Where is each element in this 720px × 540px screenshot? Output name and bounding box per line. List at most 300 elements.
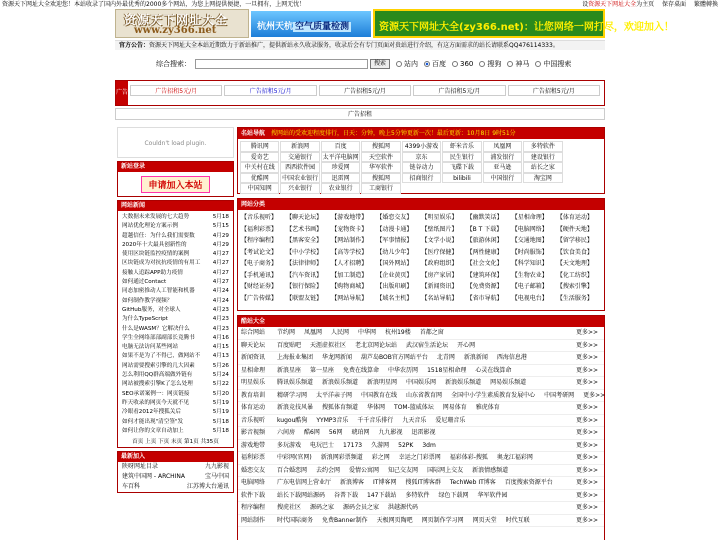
news-title-link[interactable]: 电脑无法访问某些网站 <box>122 344 178 351</box>
ad-slot[interactable]: 广告招租5元/月 <box>413 85 505 96</box>
site-link[interactable]: 3dm <box>422 441 436 449</box>
news-title-link[interactable]: 如何才能出现"清空签"发 <box>122 418 184 425</box>
news-item[interactable] <box>122 399 229 408</box>
search-input[interactable] <box>195 59 368 69</box>
search-engine-option[interactable] <box>479 59 501 69</box>
search-engine-option[interactable] <box>452 59 473 69</box>
site-link[interactable]: 太平洋亲子网 <box>316 391 353 399</box>
latest-site-link[interactable]: 宝马中国 <box>204 473 229 481</box>
news-title-link[interactable]: 2020年十大最具创新性的 <box>122 241 187 248</box>
site-link[interactable]: 节约网 <box>277 329 296 336</box>
site-link[interactable]: 九天音乐 <box>402 416 427 424</box>
news-item[interactable] <box>122 213 229 222</box>
site-category-label[interactable]: 教育培训 <box>241 391 266 399</box>
news-item[interactable] <box>122 287 229 296</box>
famous-site-link[interactable]: 交通银行 <box>280 152 319 163</box>
news-title-link[interactable]: 区块链成为对抗抗疫情的有用工 <box>122 260 201 267</box>
famous-site-link[interactable]: 招商银行 <box>402 173 441 184</box>
search-engine-option[interactable] <box>507 59 529 69</box>
news-item[interactable] <box>122 380 229 389</box>
news-title-link[interactable]: 网站需要搜索引擎的几大因素 <box>122 362 195 369</box>
site-link[interactable]: 搜狐IT博客群 <box>405 479 441 486</box>
site-link[interactable]: 多玩游戏 <box>277 441 302 449</box>
category-link[interactable]: 【搜索引擎】 <box>556 283 593 290</box>
news-title-link[interactable]: 如何通过Contact <box>122 279 167 286</box>
famous-site-link[interactable]: 迅雷网 <box>321 173 360 184</box>
radio-icon[interactable] <box>424 61 430 67</box>
news-title-link[interactable]: 网站优化理论方案示例 <box>122 223 178 230</box>
famous-site-link[interactable]: 民生银行 <box>442 152 481 163</box>
news-item[interactable] <box>122 306 229 315</box>
latest-site-link[interactable]: 车百科 <box>122 483 141 491</box>
category-link[interactable]: 【壁纸图片】 <box>421 225 458 233</box>
site-link[interactable]: 网易娱乐频道 <box>490 379 527 386</box>
site-link[interactable]: 谷普下载 <box>334 491 359 499</box>
famous-site-link[interactable]: 京东 <box>402 152 441 163</box>
more-link[interactable]: 更多>> <box>576 404 599 411</box>
news-item[interactable] <box>122 297 229 306</box>
site-link[interactable]: YYMP3音乐 <box>316 416 349 424</box>
more-link[interactable]: 更多>> <box>576 354 599 361</box>
famous-site-link[interactable]: 凤凰网 <box>483 141 522 152</box>
header-banner-ad[interactable]: 杭州天杭 空气质量检测 <box>251 11 371 37</box>
category-link[interactable]: 【生物农业】 <box>511 271 548 279</box>
category-link[interactable]: 【婚恋交友】 <box>376 214 413 221</box>
site-link[interactable]: 新浪新闻 <box>463 354 488 361</box>
news-title-link[interactable]: SEO承诺案例一：网页链接 <box>122 390 190 397</box>
site-category-label[interactable]: 软件下载 <box>241 491 266 499</box>
site-link[interactable]: 葫芦岛BOB官方网站平台 <box>361 354 428 361</box>
set-home-link[interactable]: 设资源天下网址大全为主页 <box>582 1 655 8</box>
site-link[interactable]: 天涯虚拟社区 <box>310 341 347 349</box>
site-category-label[interactable]: 明星娱乐 <box>241 379 266 386</box>
site-link[interactable]: 全国中小学生素质教育发展中心 <box>451 391 536 399</box>
category-link[interactable]: 【硬件天地】 <box>556 225 593 233</box>
ad-slot[interactable]: 广告招租5元/月 <box>224 85 316 96</box>
famous-site-link[interactable]: 虾米音乐 <box>442 141 481 152</box>
site-category-label[interactable]: 体育运动 <box>241 404 266 411</box>
header-banner-promo[interactable]: 资源天下网址大全(zy366.net)：让您网络一网打尽，欢迎加入！ <box>373 9 605 38</box>
category-link[interactable]: 【购物商城】 <box>331 283 368 290</box>
category-link[interactable]: 【社会文化】 <box>466 260 503 267</box>
site-category-label[interactable]: 网站制作 <box>241 516 266 524</box>
category-link[interactable]: 【体育运动】 <box>556 214 593 221</box>
site-link[interactable]: TOM-篮威体坛 <box>394 404 434 411</box>
site-link[interactable]: 华军软件园 <box>477 491 508 499</box>
more-link[interactable]: 更多>> <box>576 516 599 524</box>
category-link[interactable]: 【法律律师】 <box>286 260 323 267</box>
more-link[interactable]: 更多>> <box>576 504 599 511</box>
more-link[interactable]: 更多>> <box>576 416 599 424</box>
famous-site-link[interactable]: 太平洋电脑网 <box>322 153 359 161</box>
famous-site-link[interactable]: 飞碟下载 <box>442 162 481 173</box>
news-item[interactable] <box>122 250 229 259</box>
site-link[interactable]: 电玩巴士 <box>310 441 335 449</box>
famous-site-link[interactable]: 中关村在线 <box>240 162 279 173</box>
news-item[interactable] <box>122 334 229 343</box>
famous-site-link[interactable]: 4399小游戏 <box>402 141 441 152</box>
site-link[interactable]: 迅雷影视 <box>411 429 436 436</box>
famous-site-link[interactable]: 兴业银行 <box>280 183 319 194</box>
category-link[interactable]: 【电子商务】 <box>241 260 278 267</box>
site-link[interactable]: 免费Banner制作 <box>322 516 368 524</box>
search-engine-option[interactable] <box>396 59 418 69</box>
famous-site-link[interactable]: 中国银行 <box>483 173 522 184</box>
site-link[interactable]: 北青网 <box>436 354 455 361</box>
site-link[interactable]: 去约会网 <box>316 466 341 474</box>
news-item[interactable] <box>122 222 229 231</box>
category-link[interactable]: 【域名主机】 <box>376 294 413 302</box>
category-link[interactable]: 【饮食美食】 <box>556 248 593 256</box>
site-link[interactable]: 天极网页陶吧 <box>376 516 413 524</box>
category-link[interactable]: 【时尚服饰】 <box>511 248 548 256</box>
news-title-link[interactable]: 为什么TypeScript <box>122 316 168 323</box>
category-link[interactable]: 【加工制造】 <box>331 271 368 279</box>
news-title-link[interactable]: 昨天收录的网页今天就不见 <box>122 399 190 406</box>
news-title-link[interactable]: GitHub服务，对全球人 <box>122 306 181 313</box>
site-link[interactable]: 新浪竞技风暴 <box>277 404 314 411</box>
ad-slot[interactable]: 广告招租5元/月 <box>130 85 222 96</box>
news-item[interactable] <box>122 371 229 380</box>
category-link[interactable]: 【电脑网络】 <box>511 225 548 233</box>
category-link[interactable]: 【化工纺织】 <box>556 271 593 279</box>
category-link[interactable]: 【企业黄页】 <box>376 271 413 279</box>
famous-site-link[interactable]: 亚马逊 <box>483 162 522 173</box>
famous-site-link[interactable]: 优酷网 <box>240 173 279 184</box>
site-link[interactable]: 华龙网新闻 <box>322 354 353 361</box>
famous-site-link[interactable]: bilibili <box>442 173 481 184</box>
news-title-link[interactable]: 同态加密推动人工智能和机器 <box>122 288 195 295</box>
category-link[interactable]: 【网站制作】 <box>331 237 368 244</box>
more-link[interactable]: 更多>> <box>576 491 599 499</box>
category-link[interactable]: 【聊天论坛】 <box>286 214 323 221</box>
category-link[interactable]: 【建筑环保】 <box>466 271 503 279</box>
famous-site-link[interactable]: 搜狐网 <box>361 141 400 152</box>
radio-icon[interactable] <box>452 61 458 67</box>
category-link[interactable]: 【文学小说】 <box>421 237 458 244</box>
site-link[interactable]: 源码之家 <box>310 504 335 511</box>
news-title-link[interactable]: 大数据未来发展的七大趋势 <box>122 214 190 220</box>
news-title-link[interactable]: 超越信任：为什么我们需要数 <box>122 232 195 239</box>
category-link[interactable]: 【星相命理】 <box>511 214 548 221</box>
category-link[interactable]: 【福利彩票】 <box>241 225 278 233</box>
category-link[interactable]: 【财经证券】 <box>241 283 278 290</box>
search-engine-option[interactable] <box>535 59 571 69</box>
site-category-label[interactable]: 综合网站 <box>241 329 266 336</box>
more-link[interactable]: 更多>> <box>583 391 606 399</box>
site-link[interactable]: 第一星座 <box>310 366 335 374</box>
site-link[interactable]: 新浪娱乐频道 <box>445 379 482 386</box>
famous-site-link[interactable]: 中国农业银行 <box>282 174 319 182</box>
category-link[interactable]: 【游戏地带】 <box>331 214 368 221</box>
site-category-label[interactable]: 星相命理 <box>241 366 266 374</box>
news-item[interactable] <box>122 362 229 371</box>
famous-site-link[interactable]: 百度 <box>321 141 360 152</box>
more-link[interactable]: 更多>> <box>576 466 599 474</box>
category-link[interactable]: 【名站导航】 <box>421 294 458 302</box>
site-link[interactable]: 17173 <box>343 441 363 449</box>
more-link[interactable]: 更多>> <box>576 379 599 386</box>
news-title-link[interactable]: 网站被搜索引擎K了怎么处理 <box>122 381 193 388</box>
more-link[interactable]: 更多>> <box>576 441 599 449</box>
radio-icon[interactable] <box>507 61 513 67</box>
site-link[interactable]: 上海报业集团 <box>277 354 314 361</box>
news-title-link[interactable]: 如何让你的文章自动加上 <box>122 427 184 434</box>
site-link[interactable]: 西海信息港 <box>496 354 527 361</box>
category-link[interactable]: 【程序编程】 <box>241 237 278 244</box>
site-link[interactable]: 网页制作学习网 <box>421 516 464 524</box>
news-item[interactable] <box>122 390 229 399</box>
site-link[interactable]: TechWeb IT博客 <box>449 479 496 486</box>
category-link[interactable]: 【幽默笑话】 <box>466 214 503 221</box>
site-logo[interactable]: 资源天下网址大全 www.zy366.net <box>115 9 249 38</box>
news-title-link[interactable]: 冷眼看2012年搜狐关后 <box>122 409 181 416</box>
more-link[interactable]: 更多>> <box>576 366 599 374</box>
news-item[interactable] <box>122 315 229 324</box>
famous-site-link[interactable]: 珍爱网 <box>321 162 360 173</box>
news-title-link[interactable]: 使用区块链监控疫情的案例 <box>122 251 190 258</box>
site-category-label[interactable]: 音乐视听 <box>241 416 266 424</box>
site-link[interactable]: 精研学习网 <box>277 391 308 399</box>
site-link[interactable]: 老北京网论坛站 <box>355 341 398 349</box>
site-link[interactable]: 琥珀网 <box>351 429 370 436</box>
famous-site-link[interactable]: 建设银行 <box>523 152 562 163</box>
category-link[interactable]: 【艺术书画】 <box>286 225 323 233</box>
category-link[interactable]: 【免费资源】 <box>466 283 503 290</box>
latest-site-link[interactable]: 九九影视 <box>204 463 229 471</box>
more-link[interactable]: 更多>> <box>576 454 599 461</box>
site-link[interactable]: 多特软件 <box>405 491 430 499</box>
site-link[interactable]: 腾讯娱乐频道 <box>277 379 314 386</box>
site-link[interactable]: 广东电信网上营业厅 <box>277 479 332 486</box>
site-link[interactable]: 知己交友网 <box>388 466 419 474</box>
news-item[interactable] <box>122 325 229 334</box>
news-item[interactable] <box>122 269 229 278</box>
radio-icon[interactable] <box>535 61 541 67</box>
site-link[interactable]: 免费在线算命 <box>343 366 380 374</box>
category-link[interactable]: 【音乐视听】 <box>241 214 278 221</box>
site-link[interactable]: 洪越源代码 <box>388 504 419 511</box>
site-link[interactable]: 1518星相命理 <box>427 366 467 374</box>
category-link[interactable]: 【高等学校】 <box>331 248 368 256</box>
site-link[interactable]: 新浪情感频道 <box>472 466 509 474</box>
site-link[interactable]: 新浪网彩票频道 <box>320 454 363 461</box>
site-link[interactable]: 中国娱乐网 <box>406 379 437 386</box>
radio-icon[interactable] <box>396 61 402 67</box>
latest-site-link[interactable]: 江苏博大台通讯 <box>186 483 229 491</box>
site-link[interactable]: 新浪星座 <box>277 366 302 374</box>
category-link[interactable]: 【明星娱乐】 <box>421 214 458 221</box>
news-item[interactable] <box>122 232 229 241</box>
category-link[interactable]: 【电视电台】 <box>511 294 548 302</box>
news-item[interactable] <box>122 241 229 250</box>
site-link[interactable]: 武汉宿生活论坛 <box>406 341 449 349</box>
search-engine-option[interactable] <box>424 59 446 69</box>
famous-site-link[interactable]: 淘宝网 <box>523 173 562 184</box>
news-item[interactable] <box>122 278 229 287</box>
category-link[interactable]: 【广告传媒】 <box>241 294 278 302</box>
famous-site-link[interactable]: 多特软件 <box>523 141 562 152</box>
site-category-label[interactable]: 游戏地带 <box>241 441 266 449</box>
news-title-link[interactable]: 如何制作教学视频？ <box>122 297 173 304</box>
site-link[interactable]: kugou酷狗 <box>277 416 308 424</box>
site-link[interactable]: 时代互联 <box>505 516 530 524</box>
site-link[interactable]: 人民网 <box>331 329 350 336</box>
site-category-label[interactable]: 新闻资讯 <box>241 354 266 361</box>
more-link[interactable]: 更多>> <box>576 479 599 486</box>
category-link[interactable]: 【两性健康】 <box>466 248 503 256</box>
site-link[interactable]: 奥龙江福彩网 <box>496 454 533 461</box>
ad-slot[interactable]: 广告招租5元/月 <box>508 85 600 96</box>
site-link[interactable]: 网页天堂 <box>472 516 497 524</box>
site-link[interactable]: 新浪娱乐频道 <box>322 379 359 386</box>
site-link[interactable]: 心灵在线算命 <box>475 366 512 374</box>
famous-site-link[interactable]: 站长之家 <box>523 162 562 173</box>
site-link[interactable]: 九九影视 <box>378 429 403 436</box>
category-link[interactable]: 【考试论文】 <box>241 248 278 256</box>
site-link[interactable]: 雅虎体育 <box>475 404 500 411</box>
site-link[interactable]: 酷6网 <box>304 429 320 436</box>
site-link[interactable]: 久游网 <box>371 441 390 449</box>
site-link[interactable]: 爱尼珊音乐 <box>435 416 466 424</box>
category-link[interactable]: 【中小学校】 <box>286 248 323 256</box>
category-link[interactable]: 【宠物资卡】 <box>331 225 368 233</box>
famous-site-link[interactable]: 新浪网 <box>280 141 319 152</box>
category-link[interactable]: 【科学知识】 <box>511 260 548 267</box>
famous-site-link[interactable]: 农业银行 <box>321 183 360 194</box>
site-link[interactable]: 国际网上交友 <box>427 466 464 474</box>
radio-icon[interactable] <box>479 61 485 67</box>
famous-site-link[interactable]: 工商银行 <box>361 183 400 194</box>
famous-site-link[interactable]: 腾讯网 <box>240 141 279 152</box>
ad-slot[interactable]: 广告招租5元/月 <box>319 85 411 96</box>
site-link[interactable]: 中国考研网 <box>544 391 575 399</box>
category-link[interactable]: 【汽车资讯】 <box>286 271 323 279</box>
category-link[interactable]: 【留学移民】 <box>556 237 593 244</box>
site-link[interactable]: 新浪明星网 <box>367 379 398 386</box>
site-link[interactable]: 华体网 <box>367 404 386 411</box>
category-link[interactable]: 【动漫卡通】 <box>376 225 413 233</box>
site-link[interactable]: 福彩体彩-搜狐 <box>449 454 488 461</box>
category-link[interactable]: 【房产家居】 <box>421 271 458 279</box>
site-link[interactable]: 中华农历网 <box>388 366 419 374</box>
famous-site-link[interactable]: 爱奇艺 <box>240 152 279 163</box>
category-link[interactable]: 【银行保险】 <box>286 283 323 290</box>
site-link[interactable]: 百度贴吧 <box>277 341 302 349</box>
news-title-link[interactable]: 学生全网络部部副部长竟腾书 <box>122 334 195 341</box>
more-link[interactable]: 更多>> <box>576 429 599 436</box>
ad-wide-slot[interactable]: 广告招租 <box>115 108 605 120</box>
save-desktop-link[interactable]: 保存桌面 <box>662 1 687 8</box>
site-link[interactable]: 中国教育在线 <box>361 391 398 399</box>
site-link[interactable]: 时代国际商务 <box>277 516 314 524</box>
famous-site-link[interactable]: 华军软件 <box>361 162 400 173</box>
site-link[interactable]: 中彩网(官网) <box>277 454 312 461</box>
site-category-label[interactable]: 聊天论坛 <box>241 341 266 349</box>
latest-site-link[interactable]: 陕呀网址目录 <box>122 463 159 471</box>
category-link[interactable]: 【交通地图】 <box>511 237 548 244</box>
site-link[interactable]: 站长下载网站源码 <box>277 491 326 499</box>
site-link[interactable]: 52PK <box>398 441 414 449</box>
site-category-label[interactable]: 福利彩票 <box>241 454 266 461</box>
site-link[interactable]: 千千音乐排行 <box>357 416 394 424</box>
category-link[interactable]: 【电子邮箱】 <box>511 283 548 290</box>
category-link[interactable]: 【医疗保健】 <box>421 248 458 256</box>
famous-site-link[interactable]: 浦发银行 <box>483 152 522 163</box>
site-category-label[interactable]: 婚恋交友 <box>241 466 266 474</box>
site-link[interactable]: IT博客网 <box>373 479 397 486</box>
news-item[interactable] <box>122 418 229 427</box>
site-link[interactable]: 山东省教育网 <box>406 391 443 399</box>
category-link[interactable]: 【政府组织】 <box>421 260 458 267</box>
site-link[interactable]: 六间房 <box>277 429 296 436</box>
news-title-link[interactable]: 什么是WASM？它解决什么 <box>122 325 190 332</box>
news-item[interactable] <box>122 259 229 268</box>
category-link[interactable]: 【联盟友链】 <box>286 294 323 302</box>
category-link[interactable]: 【省市导航】 <box>466 294 503 302</box>
site-link[interactable]: 百度搜索资源平台 <box>504 479 553 486</box>
category-link[interactable]: 【军事情报】 <box>376 237 413 244</box>
category-link[interactable]: 【人才招聘】 <box>331 260 368 267</box>
site-link[interactable]: 幸运之门彩票网 <box>398 454 441 461</box>
site-link[interactable]: 源码会员之家 <box>343 504 380 511</box>
more-link[interactable]: 更多>> <box>576 341 599 349</box>
category-link[interactable]: 【手机通讯】 <box>241 271 278 279</box>
news-item[interactable] <box>122 427 229 436</box>
site-link[interactable]: 彩之网 <box>371 454 390 461</box>
apply-join-button[interactable]: 申请加入本站 <box>141 176 209 193</box>
site-link[interactable]: 开心网 <box>457 341 476 349</box>
category-link[interactable]: 【天文地理】 <box>556 260 593 267</box>
site-link[interactable]: 中华网 <box>358 329 377 336</box>
news-item[interactable] <box>122 343 229 352</box>
famous-site-link[interactable]: 天空软件 <box>361 152 400 163</box>
category-link[interactable]: 【出版印刷】 <box>376 283 413 290</box>
site-link[interactable]: 杭州19楼 <box>385 329 411 336</box>
site-link[interactable]: 首都之窗 <box>419 329 444 336</box>
category-link[interactable]: 【国外网站】 <box>376 260 413 267</box>
site-link[interactable]: 56网 <box>328 429 343 436</box>
famous-site-link[interactable]: 中国知网 <box>240 183 279 194</box>
famous-site-link[interactable]: 搜狐网 <box>361 173 400 184</box>
site-link[interactable]: 搜虎社区 <box>277 504 302 511</box>
news-item[interactable] <box>122 408 229 417</box>
site-link[interactable]: 百合婚恋网 <box>277 466 308 474</box>
category-link[interactable]: 【生活服务】 <box>556 294 593 302</box>
site-link[interactable]: 网易体育 <box>442 404 467 411</box>
traditional-chinese-link[interactable]: 繁體轉換 <box>693 1 718 8</box>
site-category-label[interactable]: 电脑网络 <box>241 479 266 486</box>
more-link[interactable]: 更多>> <box>576 329 599 336</box>
news-pager[interactable]: 首页 上页 下页 末页 第1页 共35页 <box>132 439 219 446</box>
category-link[interactable]: 【新闻资讯】 <box>421 283 458 290</box>
search-button[interactable]: 搜索 <box>370 59 390 69</box>
category-link[interactable]: 【幼儿少年】 <box>376 248 413 256</box>
category-link[interactable]: 【网站导航】 <box>331 294 368 302</box>
site-link[interactable]: 爱情公寓网 <box>349 466 380 474</box>
news-title-link[interactable]: 怎么利用QQ群高端做外链有 <box>122 372 193 379</box>
category-link[interactable]: 【黑客安全】 <box>286 237 323 244</box>
site-link[interactable]: 凤凰网 <box>304 329 323 336</box>
site-link[interactable]: 绿色下载网 <box>438 491 469 499</box>
category-link[interactable]: 【B T 下载】 <box>466 225 503 233</box>
news-item[interactable] <box>122 352 229 361</box>
site-link[interactable]: 新浪博客 <box>340 479 365 486</box>
famous-site-link[interactable]: 链谷动力 <box>402 162 441 173</box>
famous-site-link[interactable]: 西西软件园 <box>280 162 319 173</box>
site-link[interactable]: 147下载站 <box>367 491 397 499</box>
latest-site-link[interactable]: 建筑中国网 - ARCHINA <box>122 473 186 481</box>
